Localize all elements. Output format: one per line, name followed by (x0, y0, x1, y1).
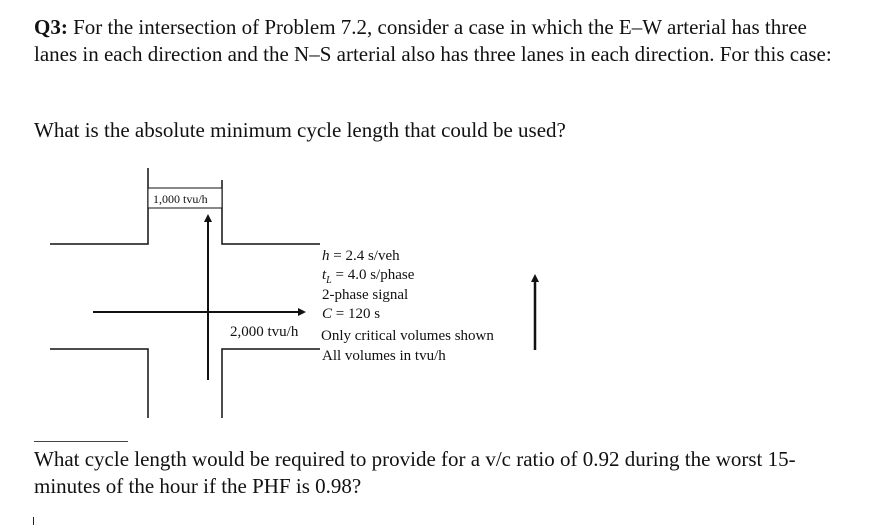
curb-southeast (222, 349, 320, 418)
param-tl-symbol: t (322, 267, 327, 283)
param-tl-subscript: L (326, 275, 332, 286)
curb-northwest (50, 168, 148, 244)
param-tl (322, 267, 415, 286)
param-h-value: = 2.4 s/veh (329, 248, 400, 264)
bottom-tick-mark (33, 517, 34, 525)
note-volume-units: All volumes in tvu/h (322, 348, 446, 364)
param-phase: 2-phase signal (322, 287, 409, 303)
question-label: Q3: (34, 15, 68, 39)
question-ask-minimum-cycle: What is the absolute minimum cycle length that could be used? (34, 118, 566, 142)
param-tl-value: = 4.0 s/phase (331, 267, 415, 283)
curb-southwest (50, 349, 148, 418)
question-ask-vc-ratio: What cycle length would be required to provide for a v/c ratio of 0.92 during the worst 15-minutes of the hour if the PHF is 0.98? (34, 447, 796, 498)
param-c (322, 306, 380, 322)
question-paragraph (34, 14, 854, 68)
question-text: For the intersection of Problem 7.2, consider a case in which the E–W arterial has three lanes in each direction and the N–S arterial also has three lanes in each direction. For this case: (34, 15, 832, 66)
param-h (322, 248, 400, 264)
ew-volume-label: 2,000 tvu/h (230, 324, 299, 340)
curb-northeast (222, 180, 320, 244)
param-h-symbol: h (322, 248, 330, 264)
param-c-symbol: C (322, 306, 333, 322)
ns-volume-label: 1,000 tvu/h (153, 192, 208, 206)
intersection-diagram (0, 160, 560, 425)
param-c-value: = 120 s (332, 306, 381, 322)
note-critical-volumes: Only critical volumes shown (321, 328, 494, 344)
separator-line (34, 441, 128, 442)
